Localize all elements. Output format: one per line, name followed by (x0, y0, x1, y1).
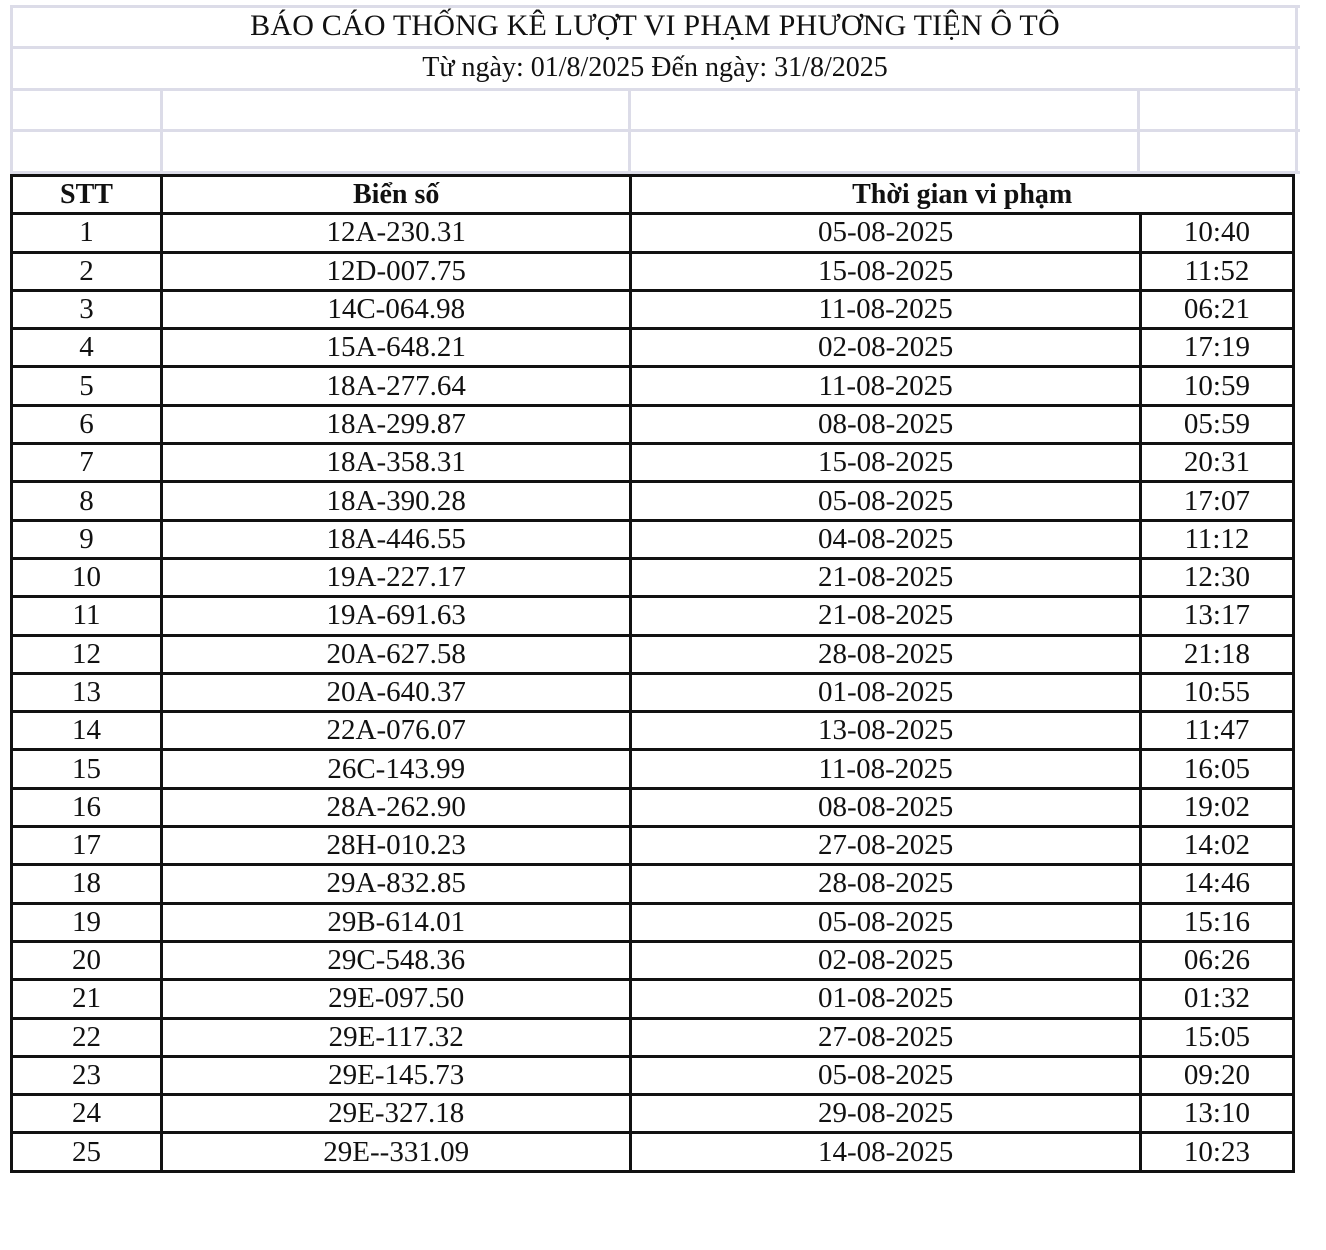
cell-stt[interactable]: 13 (12, 673, 162, 711)
cell-date[interactable]: 14-08-2025 (631, 1133, 1141, 1171)
cell-plate[interactable]: 29E--331.09 (162, 1133, 631, 1171)
cell-date[interactable]: 11-08-2025 (631, 367, 1141, 405)
cell-plate[interactable]: 20A-640.37 (162, 673, 631, 711)
table-row (12, 903, 1294, 941)
cell-date[interactable]: 05-08-2025 (631, 903, 1141, 941)
cell-plate[interactable]: 29B-614.01 (162, 903, 631, 941)
table-row (12, 827, 1294, 865)
table-row (12, 788, 1294, 826)
cell-date[interactable]: 11-08-2025 (631, 750, 1141, 788)
cell-time[interactable]: 10:55 (1140, 673, 1293, 711)
cell-stt[interactable]: 5 (12, 367, 162, 405)
cell-stt[interactable]: 16 (12, 788, 162, 826)
cell-plate[interactable]: 29E-117.32 (162, 1018, 631, 1056)
cell-stt[interactable]: 12 (12, 635, 162, 673)
cell-plate[interactable]: 29E-097.50 (162, 980, 631, 1018)
cell-stt[interactable]: 2 (12, 252, 162, 290)
header-plate[interactable]: Biển số (162, 176, 631, 214)
cell-time[interactable]: 14:02 (1140, 827, 1293, 865)
cell-plate[interactable]: 18A-358.31 (162, 444, 631, 482)
cell-plate[interactable]: 29A-832.85 (162, 865, 631, 903)
cell-plate[interactable]: 14C-064.98 (162, 290, 631, 328)
cell-time[interactable]: 01:32 (1140, 980, 1293, 1018)
cell-date[interactable]: 21-08-2025 (631, 597, 1141, 635)
grid-line (12, 129, 1300, 132)
cell-time[interactable]: 19:02 (1140, 788, 1293, 826)
cell-time[interactable]: 17:19 (1140, 329, 1293, 367)
cell-time[interactable]: 11:47 (1140, 712, 1293, 750)
table-header-row (12, 176, 1294, 214)
cell-time[interactable]: 20:31 (1140, 444, 1293, 482)
grid-line (1137, 90, 1140, 174)
cell-stt[interactable]: 24 (12, 1095, 162, 1133)
cell-plate[interactable]: 22A-076.07 (162, 712, 631, 750)
cell-time[interactable]: 10:59 (1140, 367, 1293, 405)
cell-date[interactable]: 08-08-2025 (631, 405, 1141, 443)
cell-date[interactable]: 02-08-2025 (631, 329, 1141, 367)
cell-stt[interactable]: 15 (12, 750, 162, 788)
cell-plate[interactable]: 29E-145.73 (162, 1056, 631, 1094)
cell-plate[interactable]: 12D-007.75 (162, 252, 631, 290)
cell-date[interactable]: 08-08-2025 (631, 788, 1141, 826)
cell-time[interactable]: 17:07 (1140, 482, 1293, 520)
cell-time[interactable]: 11:12 (1140, 520, 1293, 558)
cell-stt[interactable]: 20 (12, 941, 162, 979)
table-row (12, 635, 1294, 673)
cell-plate[interactable]: 12A-230.31 (162, 214, 631, 252)
cell-date[interactable]: 04-08-2025 (631, 520, 1141, 558)
cell-date[interactable]: 21-08-2025 (631, 558, 1141, 596)
cell-stt[interactable]: 22 (12, 1018, 162, 1056)
cell-plate[interactable]: 26C-143.99 (162, 750, 631, 788)
cell-plate[interactable]: 20A-627.58 (162, 635, 631, 673)
violation-table (10, 174, 1295, 1173)
cell-date[interactable]: 01-08-2025 (631, 980, 1141, 1018)
table-row (12, 252, 1294, 290)
cell-date[interactable]: 15-08-2025 (631, 444, 1141, 482)
report-title: BÁO CÁO THỐNG KÊ LƯỢT VI PHẠM PHƯƠNG TIỆN Ô TÔ (250, 9, 1060, 42)
cell-time[interactable]: 14:46 (1140, 865, 1293, 903)
cell-time[interactable]: 05:59 (1140, 405, 1293, 443)
cell-date[interactable]: 28-08-2025 (631, 865, 1141, 903)
grid-line (12, 88, 1300, 91)
table-row (12, 712, 1294, 750)
cell-time[interactable]: 13:17 (1140, 597, 1293, 635)
cell-date[interactable]: 15-08-2025 (631, 252, 1141, 290)
table-row (12, 1018, 1294, 1056)
table-row (12, 750, 1294, 788)
cell-time[interactable]: 15:16 (1140, 903, 1293, 941)
table-row (12, 673, 1294, 711)
cell-plate[interactable]: 18A-446.55 (162, 520, 631, 558)
table-row (12, 367, 1294, 405)
table-row (12, 941, 1294, 979)
cell-stt[interactable]: 21 (12, 980, 162, 1018)
cell-date[interactable]: 27-08-2025 (631, 1018, 1141, 1056)
header-violation-time[interactable]: Thời gian vi phạm (631, 176, 1294, 214)
cell-plate[interactable]: 19A-691.63 (162, 597, 631, 635)
cell-stt[interactable]: 9 (12, 520, 162, 558)
cell-time[interactable]: 12:30 (1140, 558, 1293, 596)
cell-date[interactable]: 13-08-2025 (631, 712, 1141, 750)
grid-line (10, 5, 13, 174)
report-period: Từ ngày: 01/8/2025 Đến ngày: 31/8/2025 (422, 52, 888, 83)
cell-stt[interactable]: 18 (12, 865, 162, 903)
cell-stt[interactable]: 7 (12, 444, 162, 482)
table-row (12, 1133, 1294, 1171)
table-row (12, 444, 1294, 482)
cell-stt[interactable]: 6 (12, 405, 162, 443)
table-row (12, 520, 1294, 558)
table-row (12, 214, 1294, 252)
cell-time[interactable]: 06:21 (1140, 290, 1293, 328)
cell-time[interactable]: 11:52 (1140, 252, 1293, 290)
cell-stt[interactable]: 25 (12, 1133, 162, 1171)
table-row (12, 1095, 1294, 1133)
cell-time[interactable]: 16:05 (1140, 750, 1293, 788)
cell-stt[interactable]: 19 (12, 903, 162, 941)
cell-time[interactable]: 13:10 (1140, 1095, 1293, 1133)
grid-line (160, 90, 163, 174)
cell-stt[interactable]: 14 (12, 712, 162, 750)
table-row (12, 980, 1294, 1018)
cell-date[interactable]: 05-08-2025 (631, 482, 1141, 520)
cell-stt[interactable]: 8 (12, 482, 162, 520)
table-row (12, 290, 1294, 328)
cell-time[interactable]: 10:23 (1140, 1133, 1293, 1171)
cell-plate[interactable]: 18A-390.28 (162, 482, 631, 520)
table-row (12, 329, 1294, 367)
cell-date[interactable]: 05-08-2025 (631, 1056, 1141, 1094)
cell-date[interactable]: 28-08-2025 (631, 635, 1141, 673)
cell-plate[interactable]: 15A-648.21 (162, 329, 631, 367)
cell-stt[interactable]: 10 (12, 558, 162, 596)
cell-plate[interactable]: 29C-548.36 (162, 941, 631, 979)
table-row (12, 597, 1294, 635)
cell-plate[interactable]: 28H-010.23 (162, 827, 631, 865)
cell-time[interactable]: 09:20 (1140, 1056, 1293, 1094)
cell-date[interactable]: 02-08-2025 (631, 941, 1141, 979)
grid-line (628, 90, 631, 174)
cell-date[interactable]: 11-08-2025 (631, 290, 1141, 328)
cell-plate[interactable]: 19A-227.17 (162, 558, 631, 596)
cell-time[interactable]: 15:05 (1140, 1018, 1293, 1056)
cell-stt[interactable]: 23 (12, 1056, 162, 1094)
cell-plate[interactable]: 29E-327.18 (162, 1095, 631, 1133)
cell-time[interactable]: 06:26 (1140, 941, 1293, 979)
cell-plate[interactable]: 28A-262.90 (162, 788, 631, 826)
cell-plate[interactable]: 18A-299.87 (162, 405, 631, 443)
table-row (12, 405, 1294, 443)
cell-stt[interactable]: 1 (12, 214, 162, 252)
cell-stt[interactable]: 3 (12, 290, 162, 328)
cell-stt[interactable]: 17 (12, 827, 162, 865)
cell-stt[interactable]: 11 (12, 597, 162, 635)
table-row (12, 865, 1294, 903)
cell-date[interactable]: 29-08-2025 (631, 1095, 1141, 1133)
cell-plate[interactable]: 18A-277.64 (162, 367, 631, 405)
cell-stt[interactable]: 4 (12, 329, 162, 367)
table-row (12, 1056, 1294, 1094)
header-stt[interactable]: STT (12, 176, 162, 214)
cell-date[interactable]: 27-08-2025 (631, 827, 1141, 865)
cell-date[interactable]: 01-08-2025 (631, 673, 1141, 711)
table-row (12, 482, 1294, 520)
cell-time[interactable]: 10:40 (1140, 214, 1293, 252)
cell-date[interactable]: 05-08-2025 (631, 214, 1141, 252)
table-row (12, 558, 1294, 596)
cell-time[interactable]: 21:18 (1140, 635, 1293, 673)
